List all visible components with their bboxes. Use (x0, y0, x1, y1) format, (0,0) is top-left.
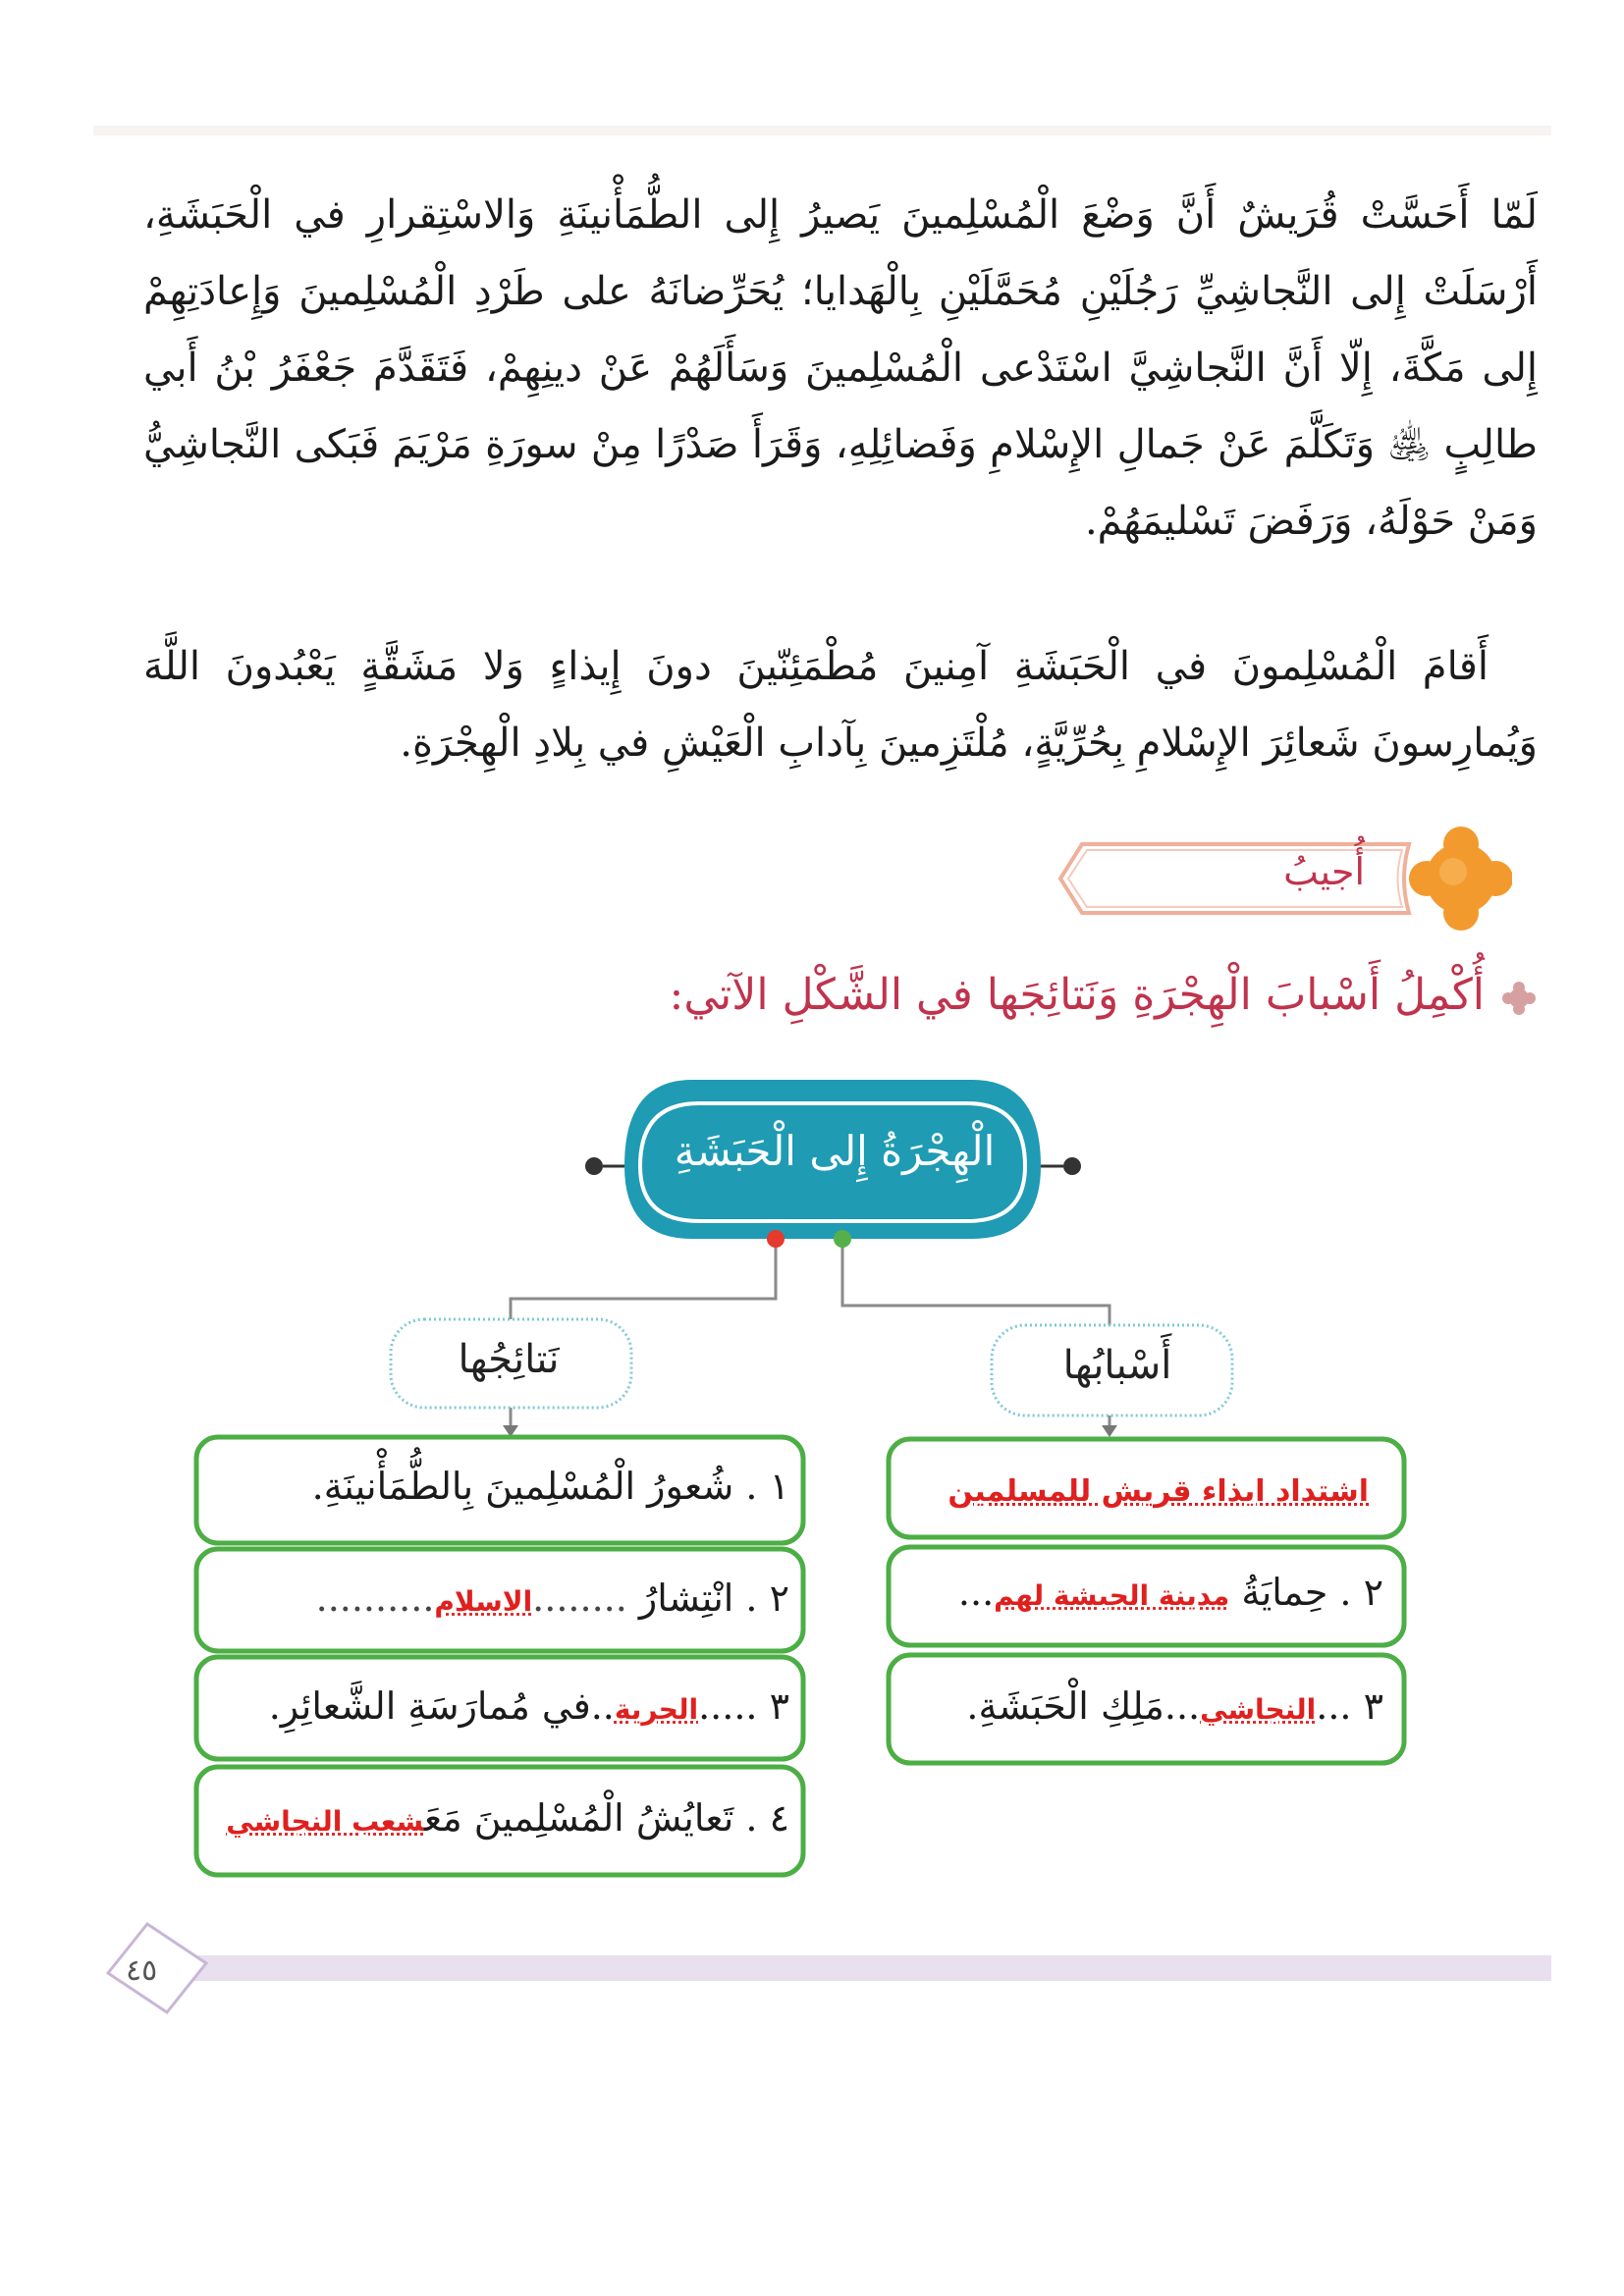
question-text: أُكْمِلُ أَسْبابَ الْهِجْرَةِ وَنَتائِجَها في الشَّكْلِ الآتي: (669, 970, 1485, 1020)
cause-1 (947, 1467, 1369, 1510)
paragraph-1: لَمّا أَحَسَّتْ قُرَيشٌ أَنَّ وَضْعَ الْمُسْلِمينَ يَصيرُ إِلى الطُّمَأْنينَةِ وَالاسْتِقرارِ في الْحَبَشَةِ، أَرْسَلَتْ إِلى النَّجاشِيِّ رَجُلَيْنِ مُحَمَّلَيْنِ بِالْهَدايا؛ يُحَرِّضانَهُ على طَرْدِ الْمُسْلِمينَ وَإِعادَتِهِمْ إِلى مَكَّةَ، إِلّا أَنَّ النَّجاشِيَّ اسْتَدْعى الْمُسْلِمينَ وَسَأَلَهُمْ عَنْ دينِهِمْ، فَتَقَدَّمَ جَعْفَرُ بْنُ أَبي طالِبٍ ﵁ وَتَكَلَّمَ عَنْ جَمالِ الإِسْلامِ وَفَضائِلِهِ، وَقَرَأَ صَدْرًا مِنْ سورَةِ مَرْيَمَ فَبَكى النَّجاشِيُّ وَمَنْ حَوْلَهُ، وَرَفَضَ تَسْليمَهُمْ. (143, 192, 1538, 544)
result-3-suffix: ..في مُمارَسَةِ الشَّعائِرِ. (268, 1684, 615, 1728)
cause-3 (966, 1684, 1383, 1728)
result-3-prefix: ٣ ..... (698, 1684, 789, 1728)
result-2 (316, 1576, 789, 1620)
result-2-answer: الاسلام (434, 1585, 533, 1618)
page-number: ٤٥ (126, 1953, 158, 1988)
cause-3-answer: النجاشي (1200, 1693, 1317, 1726)
result-3-answer: الحرية (614, 1693, 699, 1726)
cause-2-answer: مدينة الحبشة لهم (994, 1579, 1230, 1612)
result-2-prefix: ٢ . انْتِشارُ (638, 1576, 789, 1620)
cause-2-prefix: ٢ . حِمايَةُ (1241, 1571, 1383, 1614)
result-1: ١ . شُعورُ الْمُسْلِمينَ بِالطُّمَأْنينَةِ. (311, 1465, 789, 1508)
cause-3-prefix: ٣ ... (1316, 1684, 1383, 1728)
cause-2 (958, 1571, 1383, 1614)
result-4 (226, 1796, 789, 1840)
result-4-prefix: ٤ . تَعايُشُ الْمُسْلِمينَ مَعَ (424, 1796, 789, 1840)
paragraph-2-text: أَقامَ الْمُسْلِمونَ في الْحَبَشَةِ آمِنينَ مُطْمَئِنّينَ دونَ إِيذاءٍ وَلا مَشَقَّةٍ يَعْبُدونَ اللَّهَ وَيُمارِسونَ شَعائِرَ الإِسْلامِ بِحُرِّيَّةٍ، مُلْتَزِمينَ بِآدابِ الْعَيْشِ في بِلادِ الْهِجْرَةِ. (143, 644, 1538, 766)
cause-2-suffix: ... (957, 1571, 995, 1614)
arrow-causes-icon (1102, 1425, 1117, 1437)
red-dot-icon (767, 1230, 785, 1248)
green-dot-icon (834, 1230, 851, 1248)
section-label: أُجيبُ (1283, 850, 1365, 893)
cause-1-answer: اشتداد ايذاء قريش للمسلمين (947, 1474, 1369, 1509)
result-4-answer: شعب النجاشي (226, 1805, 425, 1838)
cause-3-suffix: ...مَلِكِ الْحَبَشَةِ. (966, 1684, 1201, 1728)
results-heading: نَتائِجُها (458, 1337, 560, 1382)
bottom-band (187, 1955, 1551, 1981)
causes-heading: أَسْبابُها (1062, 1343, 1172, 1388)
result-3 (269, 1684, 789, 1728)
result-2-dots-after: .......... (315, 1576, 435, 1620)
diagram-title: الْهِجْرَةُ إِلى الْحَبَشَةِ (674, 1127, 996, 1175)
result-2-dots-before: ........ (532, 1576, 627, 1620)
